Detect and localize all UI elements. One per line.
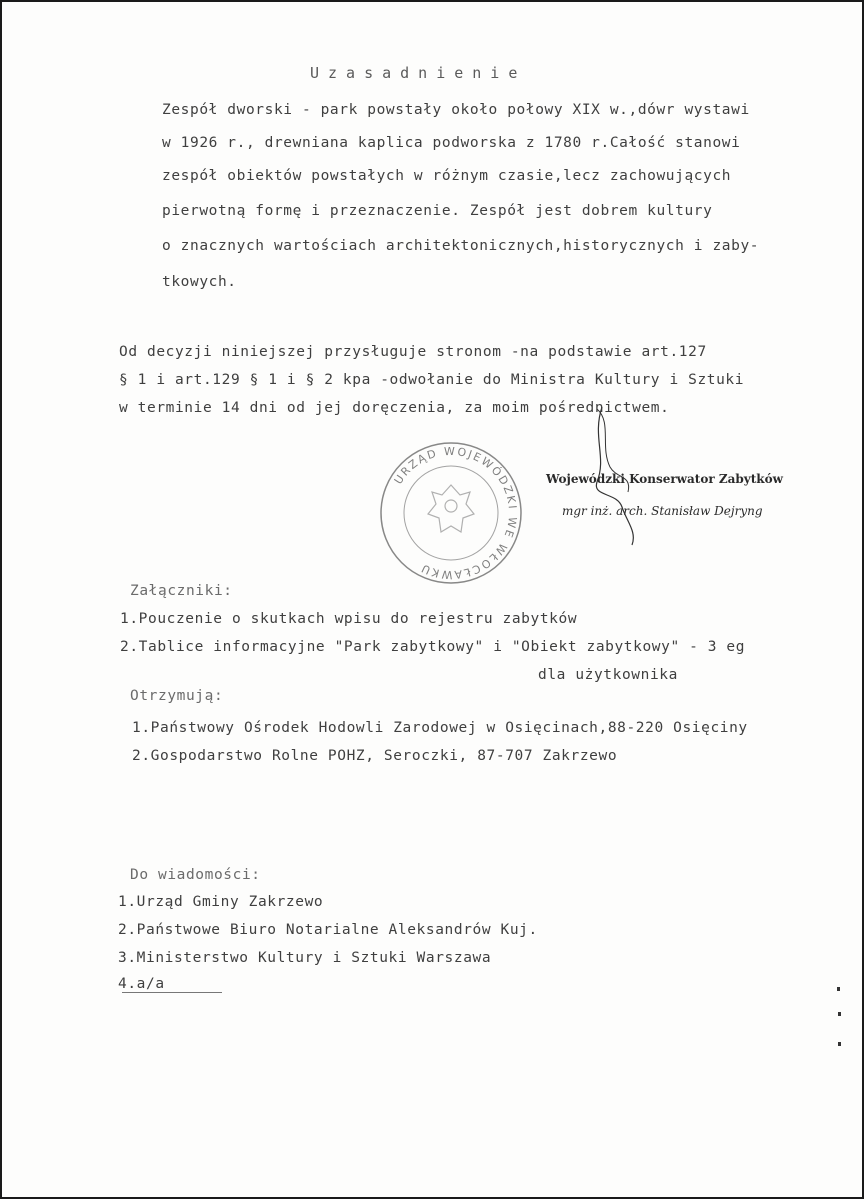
- for-information-item-1: 1.Urząd Gminy Zakrzewo: [118, 894, 324, 910]
- appeal-line-3: w terminie 14 dni od jej doręczenia, za moim pośrednictwem.: [119, 400, 670, 416]
- attachment-item-2-continuation: dla użytkownika: [538, 667, 678, 683]
- recipient-item-2: 2.Gospodarstwo Rolne POHZ, Seroczki, 87-707 Zakrzewo: [132, 748, 618, 764]
- signatory-title: Wojewódzki Konserwator Zabytków: [546, 472, 783, 486]
- justification-line-6: tkowych.: [162, 274, 237, 290]
- recipients-heading: Otrzymują:: [130, 688, 224, 704]
- signatory-name: mgr inż. arch. Stanisław Dejryng: [562, 504, 763, 518]
- appeal-line-2: § 1 i art.129 § 1 i § 2 kpa -odwołanie do Ministra Kultury i Sztuki: [119, 372, 745, 388]
- edge-mark: [837, 987, 840, 991]
- justification-line-3: zespół obiektów powstałych w różnym czasie,lecz zachowujących: [162, 168, 732, 184]
- closing-underline: [122, 992, 222, 993]
- for-information-item-4: 4.a/a: [118, 976, 165, 992]
- appeal-line-1: Od decyzji niniejszej przysługuje stronom -na podstawie art.127: [119, 344, 707, 360]
- justification-line-5: o znacznych wartościach architektonicznych,historycznych i zaby-: [162, 238, 760, 254]
- edge-mark: [838, 1042, 841, 1046]
- for-information-heading: Do wiadomości:: [130, 867, 261, 883]
- edge-mark: [838, 1012, 841, 1016]
- for-information-item-3: 3.Ministerstwo Kultury i Sztuki Warszawa: [118, 950, 492, 966]
- document-title: Uzasadnienie: [310, 64, 527, 82]
- attachment-item-1: 1.Pouczenie o skutkach wpisu do rejestru zabytków: [120, 611, 578, 627]
- attachment-item-2: 2.Tablice informacyjne "Park zabytkowy" i "Obiekt zabytkowy" - 3 eg: [120, 639, 746, 655]
- svg-text:URZĄD WOJEWÓDZKI WE WŁOCŁAWKU: URZĄD WOJEWÓDZKI WE WŁOCŁAWKU: [391, 444, 520, 582]
- justification-line-1: Zespół dworski - park powstały około połowy XIX w.,dówr wystawi: [162, 102, 750, 118]
- attachments-heading: Załączniki:: [130, 583, 233, 599]
- recipient-item-1: 1.Państwowy Ośrodek Hodowli Zarodowej w Osięcinach,88-220 Osięciny: [132, 720, 748, 736]
- official-seal: [378, 440, 524, 586]
- for-information-item-2: 2.Państwowe Biuro Notarialne Aleksandrów Kuj.: [118, 922, 538, 938]
- justification-line-4: pierwotną formę i przeznaczenie. Zespół jest dobrem kultury: [162, 203, 713, 219]
- justification-line-2: w 1926 r., drewniana kaplica podworska z 1780 r.Całość stanowi: [162, 135, 741, 151]
